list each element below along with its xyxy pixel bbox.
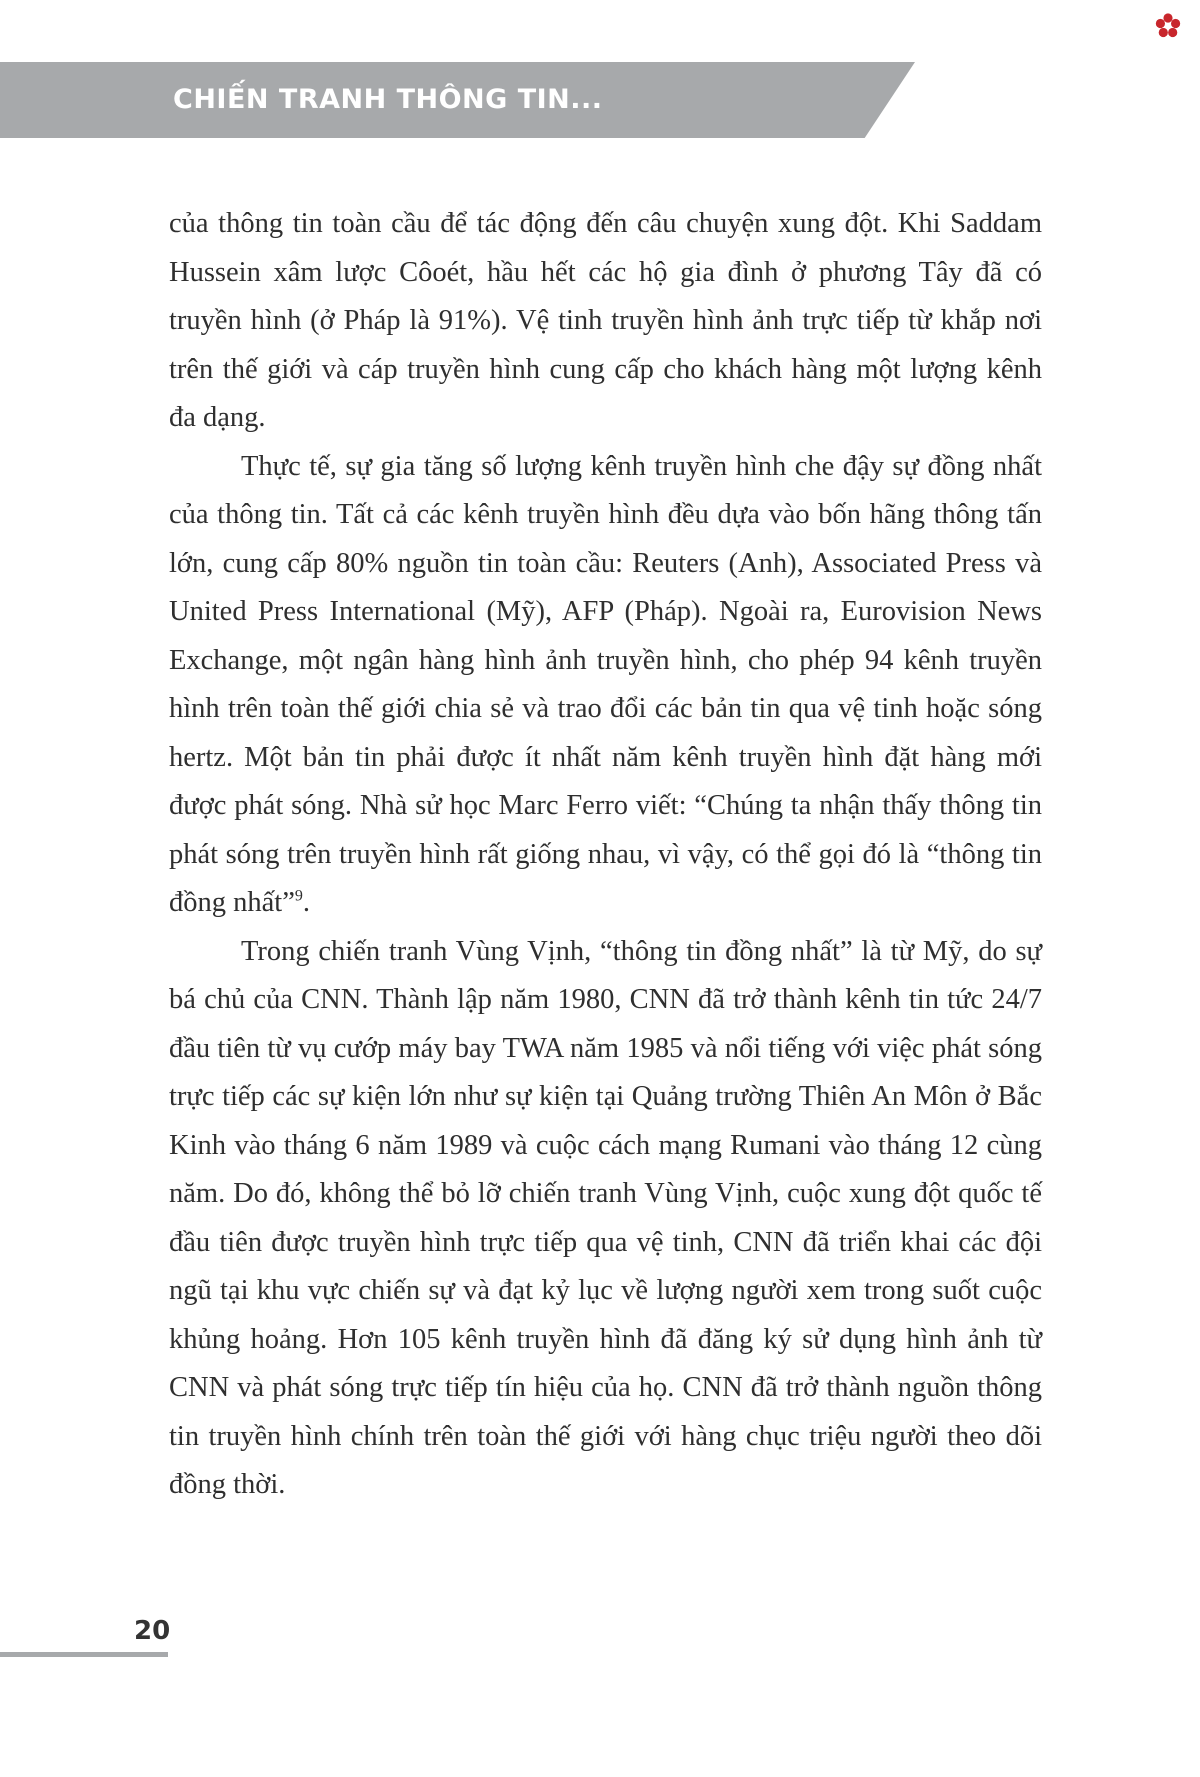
page-number: 20 — [134, 1616, 171, 1646]
page-number-rule — [0, 1652, 168, 1657]
flower-logo-icon — [1154, 12, 1182, 40]
running-header-title: CHIẾN TRANH THÔNG TIN... — [173, 84, 603, 115]
paragraph-2-text: Thực tế, sự gia tăng số lượng kênh truyền hình che đậy sự đồng nhất của thông tin. Tất cả các kênh truyền hình đều dựa vào bốn hãng thông tấn lớn, cung cấp 80% nguồn tin toàn cầu: Reuters (Anh), Associated Press và United Press International (Mỹ), AFP (Pháp). Ngoài ra, Eurovision News Exchange, một ngân hàng hình ảnh truyền hình, cho phép 94 kênh truyền hình trên toàn thế giới chia sẻ và trao đổi các bản tin qua vệ tinh hoặc sóng hertz. Một bản tin phải được ít nhất năm kênh truyền hình đặt hàng mới được phát sóng. Nhà sử học Marc Ferro viết: “Chúng ta nhận thấy thông tin phát sóng trên truyền hình rất giống nhau, vì vậy, có thể gọi đó là “thông tin đồng nhất” — [169, 450, 1042, 918]
paragraph-3-text: Trong chiến tranh Vùng Vịnh, “thông tin đồng nhất” là từ Mỹ, do sự bá chủ của CNN. Thành lập năm 1980, CNN đã trở thành kênh tin tức 24/7 đầu tiên từ vụ cướp máy bay TWA năm 1985 và nổi tiếng với việc phát sóng trực tiếp các sự kiện lớn như sự kiện tại Quảng trường Thiên An Môn ở Bắc Kinh vào tháng 6 năm 1989 và cuộc cách mạng Rumani vào tháng 12 cùng năm. Do đó, không thể bỏ lỡ chiến tranh Vùng Vịnh, cuộc xung đột quốc tế đầu tiên được truyền hình trực tiếp qua vệ tinh, CNN đã triển khai các đội ngũ tại khu vực chiến sự và đạt kỷ lục về lượng người xem trong suốt cuộc khủng hoảng. Hơn 105 kênh truyền hình đã đăng ký sử dụng hình ảnh từ CNN và phát sóng trực tiếp tín hiệu của họ. CNN đã trở thành nguồn thông tin truyền hình chính trên toàn thế giới với hàng chục triệu người theo dõi đồng thời. — [169, 935, 1042, 1500]
paragraph-2-tail: . — [302, 887, 310, 918]
paragraph-1 — [169, 200, 1042, 443]
body-text — [169, 200, 1042, 1510]
paragraph-1-text: của thông tin toàn cầu để tác động đến câu chuyện xung đột. Khi Saddam Hussein xâm lược Côoét, hầu hết các hộ gia đình ở phương Tây đã có truyền hình (ở Pháp là 91%). Vệ tinh truyền hình ảnh trực tiếp từ khắp nơi trên thế giới và cáp truyền hình cung cấp cho khách hàng một lượng kênh đa dạng. — [169, 208, 1042, 433]
footnote-reference[interactable]: 9 — [294, 887, 303, 905]
paragraph-2 — [169, 443, 1042, 928]
paragraph-3 — [169, 928, 1042, 1510]
